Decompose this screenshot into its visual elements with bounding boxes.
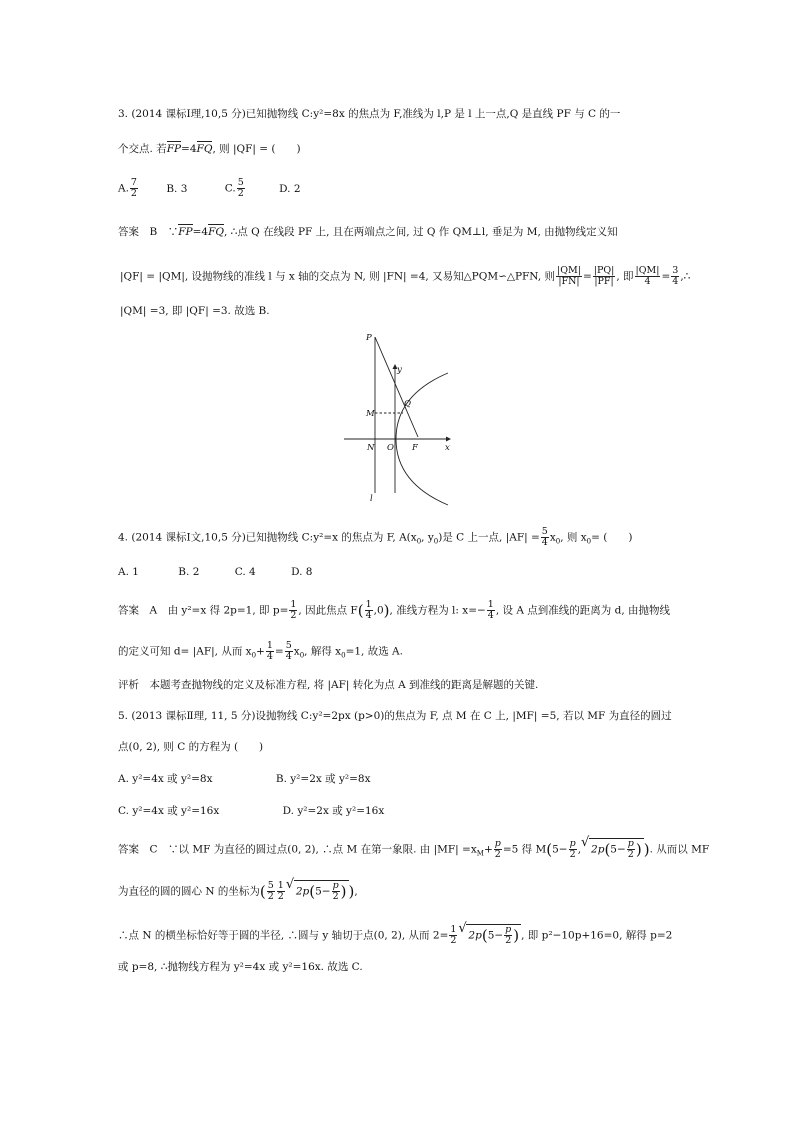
q5-option-c: C. y²=4x 或 y²=16x — [118, 805, 220, 817]
q3-answer-line2: |QF| = |QM|, 设抛物线的准线 l 与 x 轴的交点为 N, 则 |FN| =4, 又易知△PQM∽△PFN, 则 $\frac{|QM|}{|FN|}$ = $\frac{|PQ|}{|PF|}$ , 即 $\frac{|QM|}{4}$ = $\frac{3}{4}$ ,∴ — [120, 265, 691, 287]
q5-option-a: A. y²=4x 或 y²=8x — [118, 773, 213, 785]
label-o: O — [387, 443, 394, 453]
q5-option-b: B. y²=2x 或 y²=8x — [275, 773, 371, 785]
q3-option-a: A. $\frac{7}{2}$ — [118, 177, 137, 199]
q3-stem-line1: 3. (2014 课标Ⅰ理,10,5 分)已知抛物线 C:y²=8x 的焦点为 F,准线为 l,P 是 l 上一点,Q 是直线 PF 与 C 的一 — [118, 108, 621, 120]
q5-answer-line3: ∴点 N 的横坐标恰好等于圆的半径, ∴圆与 y 轴切于点(0, 2), 从而 2= $\frac{1}{2}$ √ 2p(5− $\frac{p}{2}$ ) , 即 p²−10p+16=0, 解得 p=2 — [118, 924, 672, 946]
q4-option-b: B. 2 — [178, 566, 200, 578]
label-x: x — [445, 443, 450, 453]
label-l: l — [370, 494, 373, 504]
q5-option-d: D. y²=2x 或 y²=16x — [282, 805, 385, 817]
q4-option-c: C. 4 — [234, 566, 256, 578]
q3-option-b: B. 3 — [166, 182, 188, 195]
q5-stem-line1: 5. (2013 课标Ⅱ理, 11, 5 分)设抛物线 C:y²=2px (p>0)的焦点为 F, 点 M 在 C 上, |MF| =5, 若以 MF 为直径的圆过 — [118, 710, 672, 722]
parabola-figure — [330, 325, 470, 510]
q3-stem-line2: 个交点. 若FP=4FQ, 则 |QF| = ( ) — [118, 143, 301, 155]
q4-option-a: A. 1 — [118, 566, 139, 578]
q3-option-d: D. 2 — [279, 182, 301, 195]
q5-answer-line4: 或 p=8, ∴抛物线方程为 y²=4x 或 y²=16x. 故选 C. — [118, 961, 363, 973]
label-m: M — [366, 409, 375, 419]
q5-answer-line2: 为直径的圆的圆心 N 的坐标为( $\frac{5}{2}$ $\frac{1}{2}$ √ 2p(5− $\frac{p}{2}$ ) ), — [118, 880, 358, 902]
q4-answer-line1: 答案 A 由 y²=x 得 2p=1, 即 p= $\frac{1}{2}$ , 因此焦点 F( $\frac{1}{4}$ ,0), 准线方程为 l: x=− $\frac{1}{4}$ , 设 A 点到准线的距离为 d, 由抛物线 — [118, 599, 671, 621]
q4-analysis: 评析 本题考查抛物线的定义及标准方程, 将 |AF| 转化为点 A 到准线的距离是解题的关键. — [118, 679, 539, 691]
q3-option-c: C. $\frac{5}{2}$ — [224, 177, 244, 199]
x-axis-arrow — [446, 437, 451, 442]
q3-options — [118, 178, 301, 199]
label-p: P — [366, 333, 372, 343]
q3-answer-line3: |QM| =3, 即 |QF| =3. 故选 B. — [120, 305, 270, 317]
label-n: N — [367, 443, 375, 453]
q4-answer-line2: 的定义可知 d= |AF|, 从而 $x_0+$ $\frac{1}{4}$ = $\frac{5}{4}$ $x_0$, 解得 $x_0=1$, 故选 A. — [118, 640, 403, 662]
q4-stem-line1: 4. (2014 课标Ⅰ文,10,5 分)已知抛物线 C:y²=x 的焦点为 F, $A(x_0$, $y_0$)是 C 上一点, |AF| = $\frac{5}{4}$ $x_0$, 则 $x_0=$ ( ) — [118, 526, 633, 548]
q5-stem-line2: 点(0, 2), 则 C 的方程为 ( ) — [118, 741, 264, 753]
label-f: F — [412, 443, 418, 453]
q5-options-row1 — [118, 772, 371, 786]
q5-answer-line1: 答案 C ∵以 MF 为直径的圆过点(0, 2), ∴点 M 在第一象限. 由 $|MF| =x_M+$ $\frac{p}{2}$ =5 得 M(5− $\frac{p}{2}$ ,√ 2p(5− $\frac{p}{2}$ ) ). 从而以 MF — [118, 838, 709, 861]
line-pf — [375, 337, 418, 437]
q4-option-d: D. 8 — [291, 566, 313, 578]
q3-answer-line1: 答案 B ∵FP=4FQ, ∴点 Q 在线段 PF 上, 且在两端点之间, 过 Q 作 QM⊥l, 垂足为 M, 由抛物线定义知 — [118, 226, 618, 238]
label-y: y — [397, 365, 402, 375]
q5-options-row2 — [118, 804, 384, 818]
q4-options — [118, 565, 312, 579]
label-q: Q — [404, 399, 411, 409]
